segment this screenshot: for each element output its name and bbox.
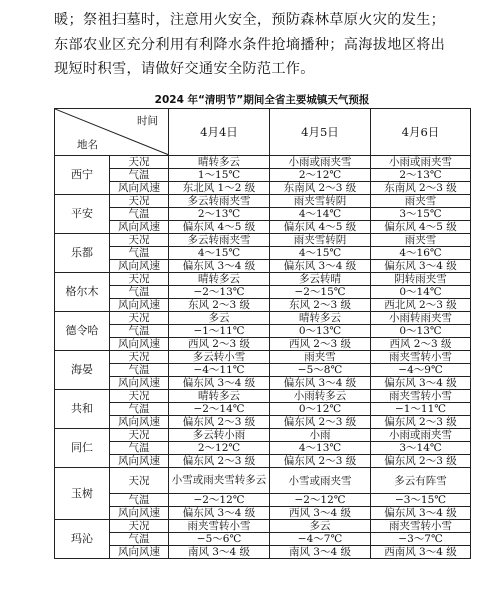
row-label: 风向风速 [110,182,169,195]
header-date: 4月4日 [169,109,270,156]
table-row [55,377,471,390]
row-label: 风向风速 [110,299,169,312]
city-name: 共和 [55,390,110,429]
row-label: 风向风速 [110,338,169,351]
table-row [55,325,471,338]
forecast-cell: 偏东风 2～3 级 [270,455,371,468]
table-row [55,468,471,494]
forecast-cell: 2～13℃ [371,169,471,182]
forecast-cell: −5～8℃ [270,364,371,377]
table-row [55,208,471,221]
table-row [55,156,471,169]
city-name: 同仁 [55,429,110,468]
intro-paragraph [54,8,474,82]
row-label: 风向风速 [110,377,169,390]
forecast-cell: 晴转多云 [169,390,270,403]
forecast-cell: 0～13℃ [371,325,471,338]
forecast-cell: 小雨或雨夹雪 [270,156,371,169]
table-row [55,390,471,403]
forecast-cell: 3～14℃ [371,442,471,455]
intro-line: 东部农业区充分利用有利降水条件抢墒播种；高海拔地区将出 [54,36,446,53]
row-label: 气温 [110,533,169,546]
forecast-cell: 4～15℃ [169,247,270,260]
city-name: 乐都 [55,234,110,273]
row-label: 气温 [110,169,169,182]
row-label: 风向风速 [110,221,169,234]
city-name: 西宁 [55,156,110,195]
forecast-cell: 西南风 3～4 级 [371,546,471,559]
row-label: 天况 [110,390,169,403]
forecast-cell: −3～15℃ [371,494,471,507]
row-label: 风向风速 [110,546,169,559]
city-name: 平安 [55,195,110,234]
forecast-cell: 多云转雨夹雪 [169,234,270,247]
row-label: 天况 [110,234,169,247]
city-name: 玉树 [55,468,110,520]
table-row [55,312,471,325]
row-label: 天况 [110,156,169,169]
forecast-cell: 西北风 2～3 级 [371,299,471,312]
forecast-cell: 偏东风 4～5 级 [270,221,371,234]
forecast-cell: 晴转多云 [270,312,371,325]
table-row [55,507,471,520]
forecast-cell: −2～14℃ [169,403,270,416]
row-label: 天况 [110,312,169,325]
forecast-cell: 偏东风 2～3 级 [371,416,471,429]
forecast-cell: 多云 [169,312,270,325]
table-row [55,546,471,559]
table-row [55,273,471,286]
forecast-cell: 东风 2～3 级 [169,299,270,312]
forecast-table [54,108,471,559]
forecast-cell: 小雨或雨夹雪 [371,429,471,442]
forecast-cell: 多云有阵雪 [371,468,471,494]
forecast-cell: 4～15℃ [270,247,371,260]
table-title: 2024 年“清明节”期间全省主要城镇天气预报 [154,94,370,106]
table-row [55,520,471,533]
forecast-cell: 西风 2～3 级 [371,338,471,351]
row-label: 天况 [110,195,169,208]
table-row [55,403,471,416]
forecast-cell: 4～14℃ [270,208,371,221]
table-row [55,247,471,260]
table-row [55,429,471,442]
row-label: 天况 [110,429,169,442]
forecast-cell: 偏东风 4～5 级 [371,221,471,234]
city-name: 格尔木 [55,273,110,312]
forecast-cell: 4～13℃ [270,442,371,455]
forecast-cell: 偏东风 2～3 级 [169,416,270,429]
table-row [55,455,471,468]
forecast-cell: −4～9℃ [371,364,471,377]
row-label: 气温 [110,325,169,338]
forecast-cell: 雨夹雪 [371,195,471,208]
forecast-cell: 雨夹雪 [371,234,471,247]
row-label: 气温 [110,208,169,221]
forecast-cell: 多云 [270,520,371,533]
row-label: 风向风速 [110,455,169,468]
intro-line: 现短时积雪，请做好交通安全防范工作。 [54,61,315,77]
row-label: 风向风速 [110,507,169,520]
row-label: 天况 [110,468,169,494]
table-row [55,260,471,273]
forecast-cell: 小雨转多云 [270,390,371,403]
table-row [55,494,471,507]
forecast-cell: 晴转多云 [169,273,270,286]
forecast-cell: 多云转小雪 [169,351,270,364]
header-place-label: 地名 [77,139,98,151]
table-row [55,169,471,182]
forecast-cell: 小雪或雨夹雪 [270,468,371,494]
forecast-cell: 0～14℃ [371,286,471,299]
forecast-cell: 雨夹雪转阴 [270,234,371,247]
forecast-cell: 偏东风 3～4 级 [169,507,270,520]
forecast-cell: 东北风 1～2 级 [169,182,270,195]
forecast-cell: 雨夹雪转小雪 [371,520,471,533]
header-corner-cell [55,109,169,156]
forecast-cell: 南风 3～4 级 [169,546,270,559]
forecast-cell: −4～11℃ [169,364,270,377]
row-label: 风向风速 [110,260,169,273]
forecast-cell: 小雨或雨夹雪 [371,156,471,169]
table-row [55,364,471,377]
forecast-cell: −1～11℃ [371,403,471,416]
forecast-cell: 东南风 2～3 级 [270,182,371,195]
row-label: 气温 [110,286,169,299]
forecast-cell: 0～12℃ [270,403,371,416]
forecast-cell: 1～15℃ [169,169,270,182]
row-label: 气温 [110,494,169,507]
forecast-cell: 西风 2～3 级 [169,338,270,351]
forecast-cell: 0～13℃ [270,325,371,338]
table-row [55,442,471,455]
forecast-cell: 东南风 2～3 级 [371,182,471,195]
row-label: 天况 [110,520,169,533]
forecast-cell: 偏东风 3～4 级 [169,377,270,390]
row-label: 气温 [110,364,169,377]
forecast-cell: 3～15℃ [371,208,471,221]
forecast-cell: −3～7℃ [371,533,471,546]
forecast-cell: 偏东风 3～4 级 [169,260,270,273]
header-date: 4月6日 [371,109,471,156]
forecast-cell: 偏东风 4～5 级 [169,221,270,234]
forecast-cell: 小雪或雨夹雪转多云 [169,468,270,494]
forecast-cell: 2～13℃ [169,208,270,221]
forecast-cell: 雨夹雪转小雪 [371,390,471,403]
intro-line: 暖；祭祖扫墓时，注意用火安全，预防森林草原火灾的发生； [54,12,446,28]
forecast-cell: 偏东风 2～3 级 [169,455,270,468]
forecast-cell: −2～12℃ [270,494,371,507]
forecast-cell: −1～11℃ [169,325,270,338]
forecast-cell: 多云转雨夹雪 [169,195,270,208]
table-row [55,351,471,364]
forecast-cell: −2～15℃ [270,286,371,299]
forecast-cell: 雨夹雪转小雪 [371,351,471,364]
forecast-cell: 多云转小雨 [169,429,270,442]
forecast-cell: 小雨 [270,429,371,442]
forecast-cell: −5～6℃ [169,533,270,546]
forecast-cell: 偏东风 3～4 级 [371,260,471,273]
forecast-cell: 雨夹雪转阴 [270,195,371,208]
city-name: 德令哈 [55,312,110,351]
table-row [55,533,471,546]
forecast-cell: 偏东风 3～4 级 [270,377,371,390]
forecast-cell: 多云转晴 [270,273,371,286]
forecast-cell: 4～16℃ [371,247,471,260]
table-row [55,416,471,429]
forecast-cell: 阴转雨夹雪 [371,273,471,286]
table-row [55,286,471,299]
forecast-cell: 西风 3～4 级 [270,507,371,520]
table-row [55,338,471,351]
forecast-cell: 小雨转雨夹雪 [371,312,471,325]
forecast-cell: 雨夹雪 [270,351,371,364]
row-label: 气温 [110,442,169,455]
forecast-cell: 偏东风 2～3 级 [371,455,471,468]
forecast-cell: 偏东风 3～4 级 [270,260,371,273]
row-label: 天况 [110,351,169,364]
forecast-cell: −2～13℃ [169,286,270,299]
forecast-cell: −2～12℃ [169,494,270,507]
forecast-cell: 南风 3～4 级 [270,546,371,559]
forecast-cell: 西风 2～3 级 [270,338,371,351]
table-row [55,195,471,208]
forecast-cell: 偏东风 3～4 级 [371,377,471,390]
header-date: 4月5日 [270,109,371,156]
forecast-cell: 雨夹雪转小雪 [169,520,270,533]
forecast-cell: 2～12℃ [270,169,371,182]
forecast-cell: 东风 2～3 级 [270,299,371,312]
row-label: 气温 [110,247,169,260]
row-label: 天况 [110,273,169,286]
city-name: 玛沁 [55,520,110,559]
forecast-cell: 偏东风 2～3 级 [270,416,371,429]
row-label: 风向风速 [110,416,169,429]
forecast-cell: 晴转多云 [169,156,270,169]
table-row [55,182,471,195]
table-row [55,234,471,247]
forecast-cell: −4～7℃ [270,533,371,546]
city-name: 海晏 [55,351,110,390]
table-row [55,299,471,312]
forecast-cell: 偏东风 3～4 级 [371,507,471,520]
header-time-label: 时间 [137,115,158,127]
row-label: 气温 [110,403,169,416]
table-row [55,221,471,234]
forecast-cell: 2～12℃ [169,442,270,455]
